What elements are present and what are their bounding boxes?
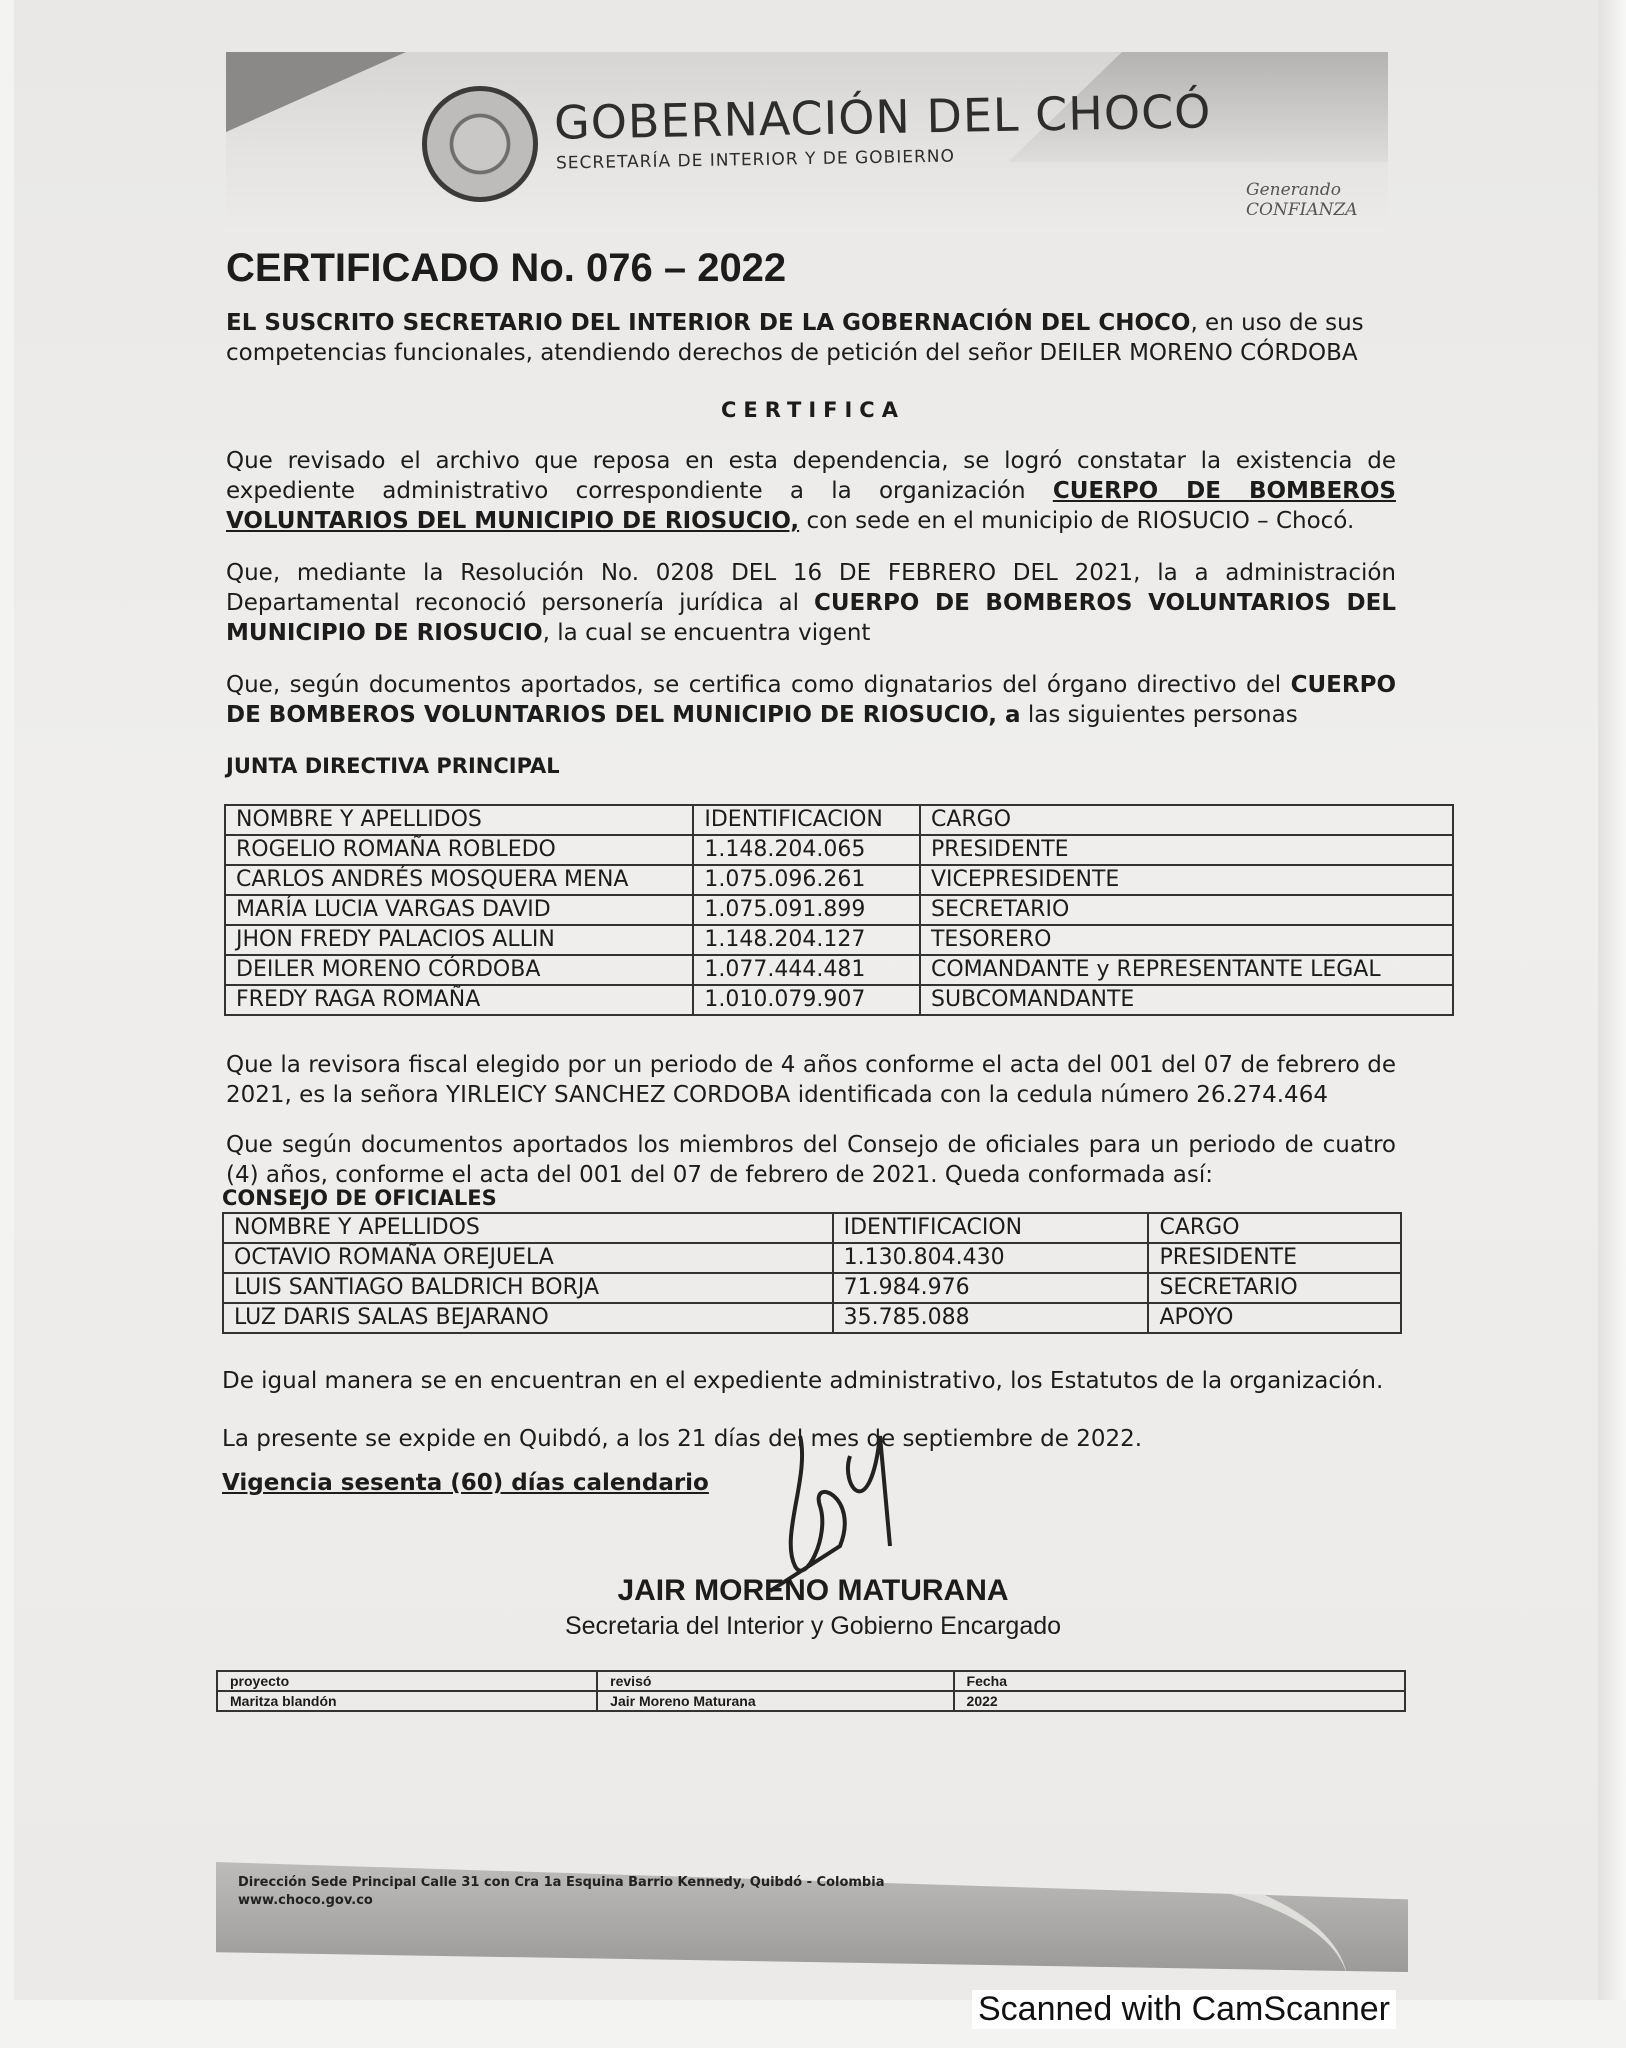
table-row bbox=[225, 835, 1453, 865]
vigencia-note: Vigencia sesenta (60) días calendario bbox=[222, 1470, 709, 1496]
para1-org: CUERPO DE BOMBEROS VOLUNTARIOS DEL MUNICIPIO DE RIOSUCIO, bbox=[226, 478, 1396, 534]
paragraph-6: De igual manera se en encuentran en el expediente administrativo, los Estatutos de la organización. bbox=[222, 1368, 1384, 1394]
table-cell: 1.148.204.065 bbox=[693, 835, 920, 865]
table-cell: TESORERO bbox=[920, 925, 1453, 955]
table-cell: LUZ DARIS SALAS BEJARANO bbox=[223, 1303, 833, 1333]
paragraph-2 bbox=[226, 558, 1396, 648]
table-cell: 1.075.091.899 bbox=[693, 895, 920, 925]
table-row bbox=[223, 1273, 1401, 1303]
header-cell: NOMBRE Y APELLIDOS bbox=[223, 1213, 833, 1243]
table-cell: PRESIDENTE bbox=[920, 835, 1453, 865]
banner-wedge-left bbox=[226, 52, 406, 132]
intro-rest: , en uso de sus competencias funcionales, atendiendo derechos de petición del señor DEILER MORENO CÓRDOBA bbox=[226, 310, 1364, 366]
header-cell: IDENTIFICACION bbox=[833, 1213, 1149, 1243]
consejo-heading: CONSEJO DE OFICIALES bbox=[222, 1186, 497, 1210]
letterhead-banner bbox=[226, 52, 1388, 232]
para1-tail: con sede en el municipio de RIOSUCIO – Chocó. bbox=[799, 508, 1355, 534]
header-cell: CARGO bbox=[1148, 1213, 1401, 1243]
table-cell: 35.785.088 bbox=[833, 1303, 1149, 1333]
paragraph-7: La presente se expide en Quibdó, a los 21 días del mes de septiembre de 2022. bbox=[222, 1426, 1143, 1452]
header-cell: CARGO bbox=[920, 805, 1453, 835]
table-cell: 1.148.204.127 bbox=[693, 925, 920, 955]
para2-tail: , la cual se encuentra vigent bbox=[542, 620, 871, 646]
signatory-role: Secretaria del Interior y Gobierno Encargado bbox=[564, 1612, 1062, 1640]
certifica-heading: CERTIFICA bbox=[721, 398, 905, 422]
table-cell: SUBCOMANDANTE bbox=[920, 985, 1453, 1015]
para3-org: CUERPO DE BOMBEROS VOLUNTARIOS DEL MUNICIPIO DE RIOSUCIO, a bbox=[226, 672, 1396, 728]
website-line: www.choco.gov.co bbox=[238, 1893, 373, 1908]
table-row bbox=[223, 1243, 1401, 1273]
junta-table bbox=[224, 804, 1454, 1016]
table-row bbox=[217, 1691, 1405, 1711]
table-cell: Jair Moreno Maturana bbox=[597, 1691, 953, 1711]
table-cell: OCTAVIO ROMAÑA OREJUELA bbox=[223, 1243, 833, 1273]
org-name: GOBERNACIÓN DEL CHOCÓ bbox=[553, 84, 1212, 150]
table-row bbox=[225, 925, 1453, 955]
approval-table bbox=[216, 1670, 1406, 1712]
para3-tail: las siguientes personas bbox=[1020, 702, 1298, 728]
table-cell: CARLOS ANDRÉS MOSQUERA MENA bbox=[225, 865, 693, 895]
table-cell: 1.130.804.430 bbox=[833, 1243, 1149, 1273]
table-cell: MARÍA LUCIA VARGAS DAVID bbox=[225, 895, 693, 925]
table-cell: 71.984.976 bbox=[833, 1273, 1149, 1303]
table-row bbox=[223, 1303, 1401, 1333]
para3-text: Que, según documentos aportados, se certifica como dignatarios del órgano directivo del bbox=[226, 672, 1291, 698]
signatory-name: JAIR MORENO MATURANA bbox=[617, 1574, 1009, 1607]
table-cell: VICEPRESIDENTE bbox=[920, 865, 1453, 895]
table-cell: 2022 bbox=[954, 1691, 1405, 1711]
address-line: Dirección Sede Principal Calle 31 con Cra 1a Esquina Barrio Kennedy, Quibdó - Colombia bbox=[238, 1875, 885, 1890]
para2-org: CUERPO DE BOMBEROS VOLUNTARIOS DEL MUNICIPIO DE RIOSUCIO bbox=[226, 590, 1396, 646]
table-cell: JHON FREDY PALACIOS ALLIN bbox=[225, 925, 693, 955]
department-name: SECRETARÍA DE INTERIOR Y DE GOBIERNO bbox=[555, 146, 956, 174]
intro-paragraph bbox=[226, 308, 1396, 368]
page-edge bbox=[1598, 0, 1626, 2000]
header-cell: NOMBRE Y APELLIDOS bbox=[225, 805, 693, 835]
table-cell: Fecha bbox=[954, 1671, 1405, 1691]
consejo-table bbox=[222, 1212, 1402, 1334]
junta-heading: JUNTA DIRECTIVA PRINCIPAL bbox=[226, 754, 560, 778]
table-cell: 1.010.079.907 bbox=[693, 985, 920, 1015]
footer-address bbox=[238, 1874, 884, 1910]
para2-text: Que, mediante la Resolución No. 0208 DEL 16 DE FEBRERO DEL 2021, la a administración Departamental reconoció personería jurídica al bbox=[226, 560, 1396, 616]
table-cell: LUIS SANTIAGO BALDRICH BORJA bbox=[223, 1273, 833, 1303]
table-cell: 1.075.096.261 bbox=[693, 865, 920, 895]
camscanner-watermark: Scanned with CamScanner bbox=[972, 1990, 1396, 2029]
table-row bbox=[225, 865, 1453, 895]
para1-text: Que revisado el archivo que reposa en esta dependencia, se logró constatar la existencia de expediente administrativo correspondiente a la organización bbox=[226, 448, 1396, 504]
slogan-logo: Generando CONFIANZA bbox=[1246, 180, 1358, 220]
table-cell: ROGELIO ROMAÑA ROBLEDO bbox=[225, 835, 693, 865]
paragraph-1 bbox=[226, 446, 1396, 536]
table-header-row bbox=[223, 1213, 1401, 1243]
certificate-title: CERTIFICADO No. 076 – 2022 bbox=[226, 246, 787, 290]
table-row bbox=[225, 955, 1453, 985]
paragraph-3 bbox=[226, 670, 1396, 730]
table-row bbox=[217, 1671, 1405, 1691]
table-cell: COMANDANTE y REPRESENTANTE LEGAL bbox=[920, 955, 1453, 985]
table-cell: SECRETARIO bbox=[920, 895, 1453, 925]
table-cell: revisó bbox=[597, 1671, 953, 1691]
intro-bold: EL SUSCRITO SECRETARIO DEL INTERIOR DE LA GOBERNACIÓN DEL CHOCO bbox=[226, 310, 1191, 336]
paragraph-5: Que según documentos aportados los miembros del Consejo de oficiales para un periodo de cuatro (4) años, conforme el acta del 001 del 07 de febrero de 2021. Queda conformada así: bbox=[226, 1132, 1396, 1188]
table-cell: proyecto bbox=[217, 1671, 597, 1691]
table-cell: APOYO bbox=[1148, 1303, 1401, 1333]
paragraph-4: Que la revisora fiscal elegido por un periodo de 4 años conforme el acta del 001 del 07 de febrero de 2021, es la señora YIRLEICY SANCHEZ CORDOBA identificada con la cedula número 26.274.464 bbox=[226, 1052, 1396, 1108]
table-header-row bbox=[225, 805, 1453, 835]
table-cell: 1.077.444.481 bbox=[693, 955, 920, 985]
table-cell: FREDY RAGA ROMAÑA bbox=[225, 985, 693, 1015]
table-cell: SECRETARIO bbox=[1148, 1273, 1401, 1303]
table-row bbox=[225, 895, 1453, 925]
table-cell: DEILER MORENO CÓRDOBA bbox=[225, 955, 693, 985]
header-cell: IDENTIFICACION bbox=[693, 805, 920, 835]
table-cell: PRESIDENTE bbox=[1148, 1243, 1401, 1273]
department-seal-icon bbox=[422, 86, 538, 202]
table-cell: Maritza blandón bbox=[217, 1691, 597, 1711]
table-row bbox=[225, 985, 1453, 1015]
